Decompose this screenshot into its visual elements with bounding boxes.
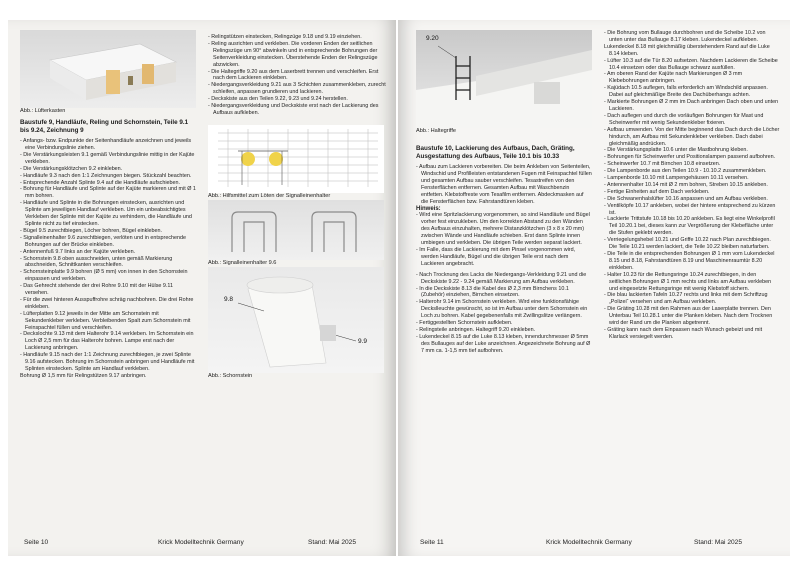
list-item: - Die Haltegriffe 9.20 aus dem Laserbrett trennen und verschleifen. Erst nach dem Lackieren einkleben.	[208, 68, 379, 82]
hint-heading: Hinweis:	[416, 205, 441, 212]
list-item: - Ventilköpfe 10.17 ankleben, wobei der hintere entsprechend zu kürzen ist.	[604, 202, 776, 216]
photo-schornstein	[208, 267, 384, 373]
list-item: - Halterohr 9.14 im Schornstein verkleben. Wird eine funktionsfähige Deckslleuchte gewünscht, so ist im Aufbau unter dem Schornstein ein Loch zu bohren. Kabel gegebenenfalls mit Zwillingslitze verlängern.	[416, 299, 588, 320]
caption-haltegriffe: Abb.: Haltegriffe	[416, 128, 457, 134]
list-item: - Die blau lackierten Tafeln 10.27 rechts und links mit dem Schriftzug „Polizei“ versehen und am Aufbau verkleben.	[604, 292, 768, 306]
list-item: - Relingsteile anbringen. Haltegriff 9.20 einkleben.	[416, 326, 536, 333]
list-item: - Fertige Einheiten auf dem Dach verkleben.	[604, 188, 710, 195]
right-column-1	[416, 30, 592, 355]
haltegriffe-image	[416, 30, 592, 128]
list-item: - Dach auflegen und durch die vorläufigen Bohrungen für Mast und Scheinwerfer mit wenig Sekundenkleber fixieren.	[604, 112, 764, 126]
list-item: - Scheinwerfer 10.7 mit Birnchen 10.8 einsetzen.	[604, 161, 721, 168]
list-item: - Halter 10.23 für die Rettungsringe 10.24 zurechtbiegen, in den seitlichen Bohrungen Ø 1 mm rechts und links am Aufbau verkleben und eingesetzte Rettungsringe mit wenig Klebstoff sichern.	[604, 271, 772, 292]
list-item: Lukendeckel 8.18 mit gleichmäßig überstehendem Rand auf die Luke 8.14 kleben.	[604, 43, 770, 57]
caption-signalleinenhalter: Abb.: Signalleinenhalter 9.6	[208, 259, 277, 266]
list-item: Bohrung Ø 1,5 mm für Relingstützen 9.17 anbringen.	[20, 372, 147, 379]
list-item: - Lampenborde 10.10 mit Lampengehäusen 10.11 versehen.	[604, 175, 749, 182]
list-item: - Schornstein 9.8 oben ausschneiden, unten gemäß Markierung abschneiden, Schnittkanten verschleifen.	[20, 255, 173, 269]
label-9-8: 9.8	[224, 295, 234, 303]
right-col1-list	[416, 164, 592, 205]
list-item: - Aufbau zum Lackieren vorbereiten. Die beim Ankleben von Seitenteilen, Windschid und Profilleisten entstandenen Fugen mit Feinspachtel füllen und gesamten Aufbau sauber verschleifen. Tesastreifen von den Fensterflächen entfernen. Gesamten Aufbau mit Waschbenzin entfetten. Klebstoffreste vom Tesafilm entfernen. Abdeckmasken auf die Fensterflächen bzw. Fahrstandtüren kleben.	[416, 164, 592, 205]
hilfsmittel-image	[208, 125, 384, 193]
list-item: - Antennenhalter 10.14 mit Ø 2 mm bohren, Streben 10.15 ankleben.	[604, 181, 768, 188]
list-item: - Niedergangsverkleidung und Deckskiste erst nach der Lackierung des Aufbaus aufkleben.	[208, 103, 379, 116]
photo-haltegriffe	[416, 30, 592, 128]
list-item: - Reling ausrichten und verkleben. Die vorderen Enden der seitlichen Relingszüge um 90° abwinkeln und in entsprechende Bohrungen der Seitenverkleidung einstecken. Überstehende Enden der Relingszüge abzwicken.	[208, 40, 378, 68]
list-item: - Die Verstärkungsplatte 10.6 unter die Mastbohrung kleben.	[604, 147, 748, 154]
signalleinenhalter-image	[208, 200, 384, 260]
page-right	[398, 20, 790, 556]
list-item: - Am oberen Rand der Kajüte nach Markierungen Ø 3 mm Klebebohrungen anbringen.	[604, 71, 743, 85]
list-item: - Handläufe 9.15 nach der 1:1 Zeichnung zurechtbiegen, je zwei Splinte 9.16 aufstecken. Bohrung im Schornstein anbringen und Handläufe mit Splinten einstecken. Splinte am Handlauf verkleben.	[20, 352, 195, 372]
label-9-9: 9.9	[358, 337, 368, 345]
footer-date-left: Stand: Mai 2025	[308, 539, 357, 546]
footer-brand-right: Krick Modelltechnik Germany	[546, 539, 632, 546]
list-item: - In die Deckskiste 8.13 die Kabel des Ø 2,3 mm Birnchens 10.1 (Zubehör) einziehen, Birnchen einsetzen.	[416, 285, 569, 299]
right-col1-hint-list	[416, 212, 592, 354]
list-item: - Antennenfuß 9.7 links an der Kajüte verkleben.	[20, 248, 136, 255]
footer-page-number-right: Seite 11	[420, 539, 444, 546]
list-item: - Lüfterplatten 9.12 jeweils in der Mitte am Schornstein mit Sekundenkleber verkleben. Verbleibenden Spalt zum Schornstein mit Feinspachtel füllen und verschleifen.	[20, 310, 191, 331]
list-item: - Die Bohrung vom Bullauge durchbohren und die Scheibe 10.2 von unten unter das Bullauge 8.17 kleben. Lukendeckel aufkleben.	[604, 30, 766, 43]
list-item: - Markierte Bohrungen Ø 2 mm im Dach anbringen Dach oben und unten Lackieren.	[604, 99, 779, 112]
list-item: - Das Gehrecht stehende der drei Rohre 9.10 mit der Hülse 9.11 versehen.	[20, 283, 174, 297]
list-item: - Signalleinenhalter 9.6 zurechtbiegen, verlöten und in entsprechende Bohrungen auf der Brücke einkleben.	[20, 234, 187, 248]
list-item: - Im Falle, dass die Lackierung mit dem Pinsel vorgenommen wird, werden Handläufe, Bügel und die übrigen Teile erst nach dem Lackieren angebracht.	[416, 246, 576, 267]
section-heading-baustufe-9: Baustufe 9, Handläufe, Reling und Schornstein, Teile 9.1 bis 9.24, Zeichnung 9	[20, 118, 189, 134]
list-item: - Fertiggestellten Schornstein aufkleben.	[416, 320, 513, 327]
list-item: - Die Lampenborde aus den Teilen 10.9 - 10.10.2 zusammenkleben.	[604, 168, 767, 175]
list-item: - Schornsteinplatte 9.9 bohren (Ø 5 mm) von innen in den Schornstein einpassen und verkleben.	[20, 269, 188, 283]
list-item: - Die Verstärkungsklötzchen 9.2 einkleben.	[20, 165, 123, 172]
list-item: - Kajüdach 10.5 auflegen, falls erforderlich am Windschild anpassen. Dabei auf gleichmäßige Breite des Dachüberhangs achten.	[604, 85, 768, 99]
list-item: - Bohrungen für Scheinwerfer und Positionslampen passend aufbohren.	[604, 154, 776, 161]
footer-page-number-left: Seite 10	[24, 539, 49, 546]
footer-brand-left: Krick Modelltechnik Germany	[158, 539, 244, 546]
left-col2-list	[208, 34, 386, 117]
list-item: - Handläufe 9.3 nach den 1:1 Zeichnungen biegen. Stückzahl beachten.	[20, 172, 192, 179]
list-item: - Bohrung für Handläufe und Splinte auf der Kajüte markieren und mit Ø 1 mm bohren.	[20, 186, 196, 200]
list-item: - Die Teile in die entsprechenden Bohrungen Ø 1 mm vom Lukendeckel 8.15 und 8.18, Fahrstandtüren 8.19 und Maschinenraumtür 8.20 einkleben.	[604, 251, 775, 271]
photo-signalleinenhalter	[208, 200, 384, 260]
photo-hilfsmittel	[208, 125, 384, 193]
luefterkasten-image	[20, 30, 196, 108]
list-item: - Die Schwanenhalslüfter 10.16 anpassen und am Aufbau verkleben.	[604, 195, 768, 202]
right-column-2	[604, 30, 780, 341]
page-left	[8, 20, 396, 556]
list-item: - Gräting kann nach dem Einpassen nach Wunsch gebeizt und mit Klarlack versiegelt werden.	[604, 326, 763, 340]
list-item: - Die Gräting 10.28 mit den Rahmen aus der Laserplatte trennen. Den Unterbau Teil 10.28.1 unter die Planken kleben. Nach dem Trocknen wird der Rand um die Planken abgetrennt.	[604, 306, 773, 327]
list-item: - Niedergangsverkleidung 9.21 aus 3 Schichten zusammenkleben, zurecht schleifen, anpassen grundieren und lackieren.	[208, 82, 386, 96]
list-item: - Bügel 9.5 zurechtbiegen, Löcher bohren, Bügel einkleben.	[20, 227, 163, 234]
list-item: - Aufbau umwenden. Von der Mitte beginnend das Dach durch die Löcher hindurch, am Aufbau mit Sekundenkleber verkleben. Dach dabei gleichmäßig andrücken.	[604, 126, 780, 147]
list-item: - Lackierte Trittstufe 10.18 bis 10.20 ankleben. Es liegt eine Winkelprofil Teil 10.20.1 bei, dieses kann zur Vergrößerung der Klebefläche unter die Stufen geklebt werden.	[604, 216, 775, 237]
list-item: - Lukendeckel 8.15 auf die Luke 8.13 kleben, innendurchmesser Ø 5mm des Bullauges auf der Luke anzeichnen. Angezeichnete Bohrung auf Ø 7 mm ca. 1-1,5 mm tief aufbohren.	[416, 333, 591, 354]
section-heading-baustufe-10: Baustufe 10, Lackierung des Aufbaus, Dach, Gräting, Ausgestattung des Aufbaus, Teile 10.1 bis 10.33	[416, 144, 575, 160]
list-item: - Für die zwei hinteren Ausspuffrohre schräg nachbohren. Die drei Rohre einkleben.	[20, 296, 194, 310]
caption-luefterkasten: Abb.: Lüfterkasten	[20, 108, 66, 114]
left-column-1	[20, 30, 196, 380]
list-item: - Deckskiste aus den Teilen 9.22, 9.23 und 9.24 herstellen.	[208, 96, 348, 103]
list-item: - Wird eine Spritzlackierung vorgenommen, so sind Handläufe und Bügel vorher fest einzukleben. Um den korrekten Abstand zu den Wänden des Aufbaus einzuhalten, mehrere Distanzklötzchen (3 x 8 x 20 mm) zwischen Wände und Handläufe schieben. Erst dann Splinte innen umbiegen und verkleben. Die übrigen Teile werden separat lackiert.	[416, 212, 590, 247]
caption-hilfsmittel: Abb.: Hilfsmittel zum Löten der Signalleinenhalter	[208, 192, 331, 199]
list-item: - Deckslochte 9.13 mit dem Halterohr 9.14 verkleben. Im Schornstein ein Loch Ø 2,5 mm für das Halterohr bohren. Lampe erst nach der Lackierung anbringen.	[20, 331, 194, 352]
list-item: - Entsprechende Anzahl Splinte 9.4 auf die Handläufe aufschieben.	[20, 179, 181, 186]
caption-schornstein: Abb.: Schornstein	[208, 372, 253, 379]
list-item: - Handläufe und Splinte in die Bohrungen einstecken, ausrichten und Splinte am jeweiligen Handlauf verkleben. Um ein unbeabsichtigtes Verkleben der Splinte mit der Kajüte zu verhindern, die Handläufe und Splinte nicht zu tief einstecken.	[20, 200, 192, 227]
list-item: - Die Verstärkungsleisten 9.1 gemäß Verbindungslinie mittig in der Kajüte verkleben.	[20, 151, 195, 165]
footer-date-right: Stand: Mai 2025	[694, 539, 743, 546]
photo-luefterkasten	[20, 30, 196, 108]
right-col2-list	[604, 30, 780, 341]
left-column-2	[208, 34, 386, 380]
list-item: - Anfangs- bzw. Endpunkte der Seitenhandläufe anzeichnen und jeweils eine Verbindungslinie ziehen.	[20, 138, 192, 151]
list-item: - Relingstützen einstecken, Relingzüge 9.18 und 9.19 einziehen.	[208, 34, 362, 40]
list-item: - Verriegelungshebel 10.21 und Griffe 10.22 nach Plan zurechtbiegen. Die Teile 10.21 werden lackiert, die Teile 10.22 bleiben naturfarben.	[604, 237, 771, 251]
left-col1-list	[20, 138, 196, 380]
schornstein-image	[208, 267, 384, 373]
list-item: - Nach Trocknung des Lacks die Niedergangs-Verkleidung 9.21 und die Deckskiste 9.22 - 9.24 gemäß Markierung am Aufbau verkleben.	[416, 271, 587, 285]
label-9-20: 9.20	[426, 35, 439, 42]
list-item: - Lüfter 10.3 auf die Tür 8.20 aufsetzen. Nachdem Lackieren die Scheibe 10.4 einsetzen oder das Bullauge schwarz ausfüllen.	[604, 57, 778, 71]
